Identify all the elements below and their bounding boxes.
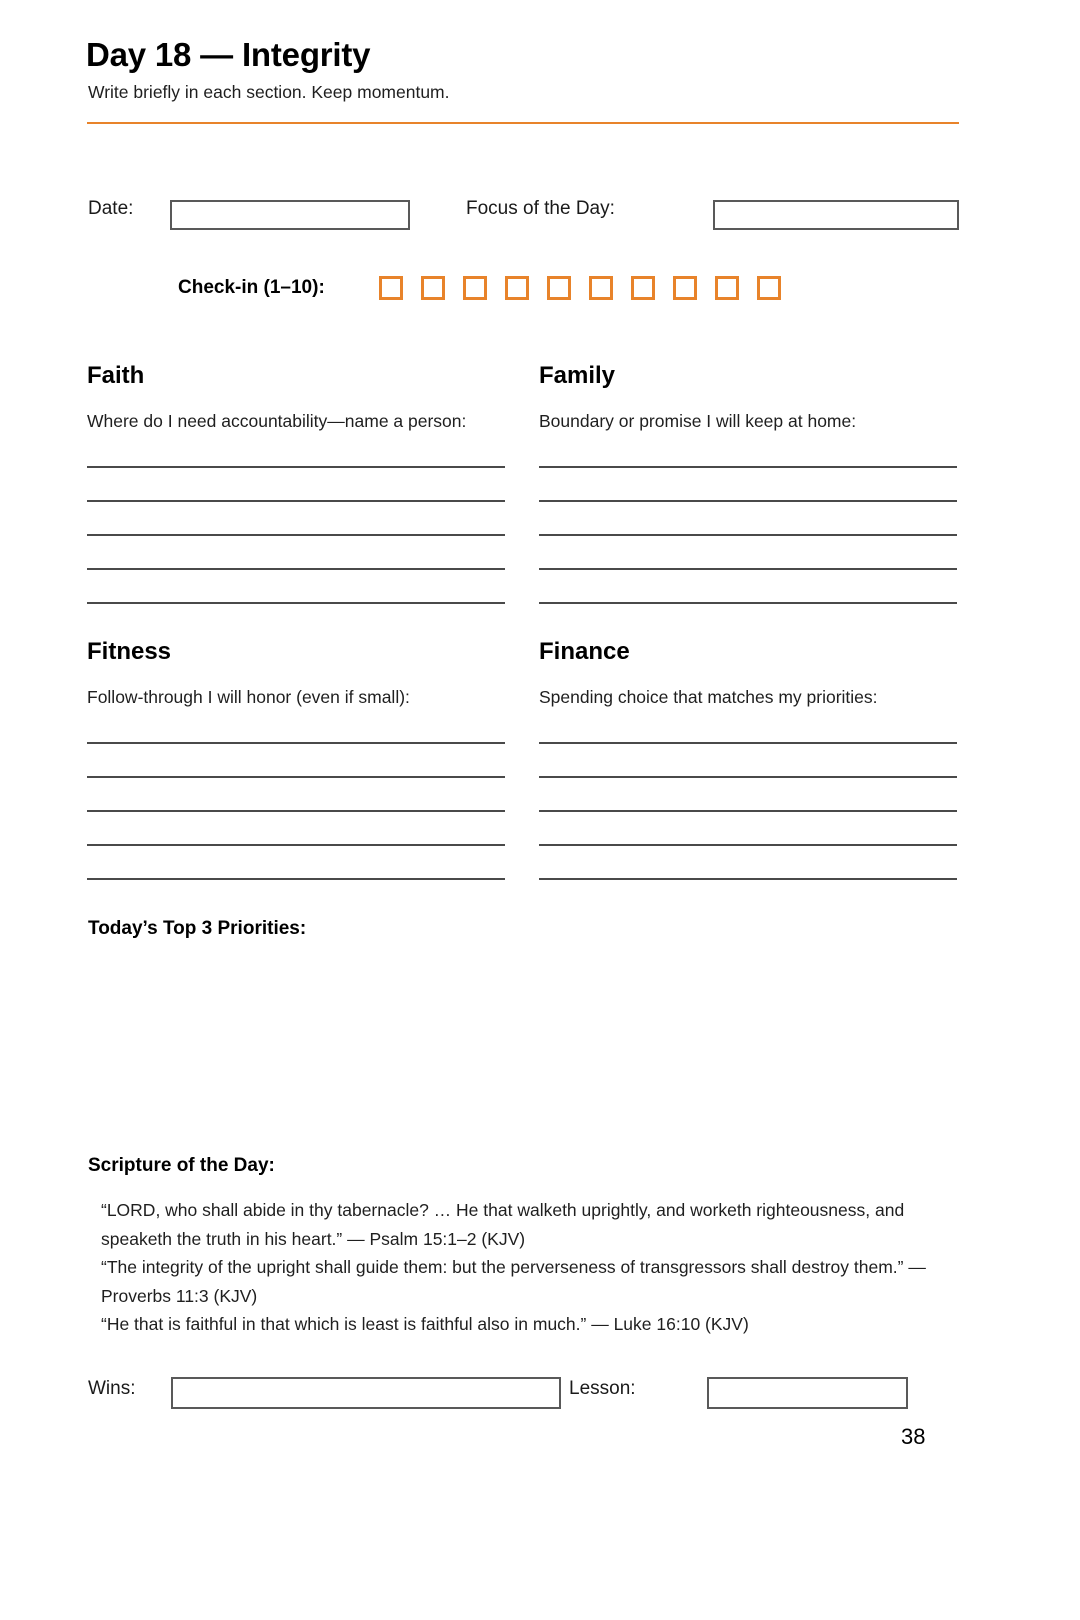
checkin-scale [379,276,781,300]
scripture-label: Scripture of the Day: [88,1155,275,1176]
writing-line[interactable] [87,742,505,744]
checkin-box-1[interactable] [379,276,403,300]
writing-line[interactable] [539,500,957,502]
writing-lines-faith[interactable] [87,466,505,636]
section-finance [539,638,957,711]
section-title: Faith [87,362,145,389]
writing-line[interactable] [539,810,957,812]
writing-line[interactable] [87,878,505,880]
writing-line[interactable] [87,466,505,468]
header-divider [87,122,959,124]
writing-line[interactable] [87,810,505,812]
writing-line[interactable] [87,776,505,778]
writing-line[interactable] [87,534,505,536]
scripture-verse: “LORD, who shall abide in thy tabernacle? … He that walketh uprightly, and worketh righteousness, and speaketh the truth in his heart.” — Psalm 15:1–2 (KJV) [101,1200,905,1249]
writing-line[interactable] [539,844,957,846]
writing-line[interactable] [539,568,957,570]
section-title: Fitness [87,638,172,665]
writing-line[interactable] [87,500,505,502]
scripture-verse: “The integrity of the upright shall guide them: but the perverseness of transgressors shall destroy them.” — Proverbs 11:3 (KJV) [101,1257,926,1306]
checkin-box-4[interactable] [505,276,529,300]
date-input[interactable] [170,200,410,230]
writing-line[interactable] [539,878,957,880]
priorities-label: Today’s Top 3 Priorities: [88,918,307,939]
checkin-box-6[interactable] [589,276,613,300]
scripture-verses [101,1196,967,1339]
section-family [539,362,957,435]
section-fitness [87,638,505,711]
section-prompt: Where do I need accountability—name a person: [87,411,467,431]
section-faith [87,362,505,435]
section-prompt: Follow-through I will honor (even if small): [87,687,410,707]
writing-line[interactable] [87,602,505,604]
scripture-verse: “He that is faithful in that which is least is faithful also in much.” — Luke 16:10 (KJV) [101,1314,749,1334]
date-label: Date: [88,198,134,219]
writing-lines-family[interactable] [539,466,957,636]
section-title: Family [539,362,616,389]
writing-line[interactable] [539,466,957,468]
lesson-input[interactable] [707,1377,908,1409]
writing-line[interactable] [539,534,957,536]
wins-input[interactable] [171,1377,561,1409]
checkin-box-3[interactable] [463,276,487,300]
section-prompt: Spending choice that matches my priorities: [539,687,878,707]
checkin-box-10[interactable] [757,276,781,300]
section-title: Finance [539,638,630,665]
checkin-box-9[interactable] [715,276,739,300]
section-prompt: Boundary or promise I will keep at home: [539,411,857,431]
writing-lines-finance[interactable] [539,742,957,912]
writing-lines-fitness[interactable] [87,742,505,912]
focus-of-the-day-label: Focus of the Day: [466,198,615,219]
checkin-box-2[interactable] [421,276,445,300]
checkin-box-7[interactable] [631,276,655,300]
writing-line[interactable] [539,776,957,778]
checkin-box-8[interactable] [673,276,697,300]
focus-of-the-day-input[interactable] [713,200,959,230]
page-subtitle: Write briefly in each section. Keep momentum. [88,82,450,102]
writing-line[interactable] [539,602,957,604]
writing-line[interactable] [539,742,957,744]
writing-line[interactable] [87,568,505,570]
checkin-box-5[interactable] [547,276,571,300]
page-title: Day 18 — Integrity [86,36,371,73]
wins-label: Wins: [88,1378,136,1399]
checkin-label: Check-in (1–10): [178,277,325,298]
writing-line[interactable] [87,844,505,846]
page-number: 38 [901,1424,926,1449]
lesson-label: Lesson: [569,1378,636,1399]
